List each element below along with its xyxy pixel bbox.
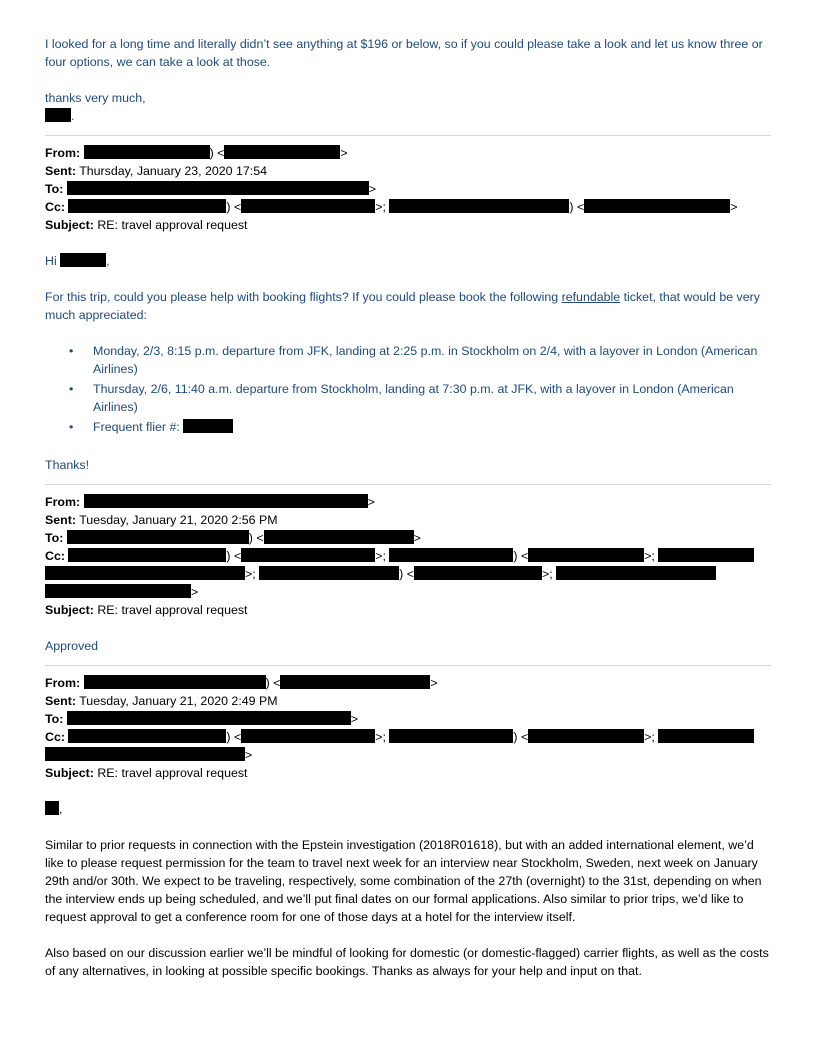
header-sent: Sent: Tuesday, January 21, 2020 2:56 PM [45, 513, 278, 527]
redaction-box [60, 253, 106, 267]
redaction-box [658, 548, 754, 562]
email-thread [45, 35, 771, 980]
message-2-greeting: Hi , [45, 254, 110, 268]
header-subject: Subject: RE: travel approval request [45, 603, 248, 617]
redaction-box [67, 711, 351, 725]
redaction-box [45, 747, 245, 761]
header-cc: Cc: ) < >; ) < >; [45, 728, 771, 746]
redaction-box [68, 548, 226, 562]
list-item: • Frequent flier #: [45, 418, 771, 436]
redaction-box [556, 566, 716, 580]
flight-list [45, 342, 771, 436]
redaction-box [264, 530, 414, 544]
message-2-intro: For this trip, could you please help with booking flights? If you could please book the following refundable ticket, that would be very much appreciated: [45, 290, 760, 322]
redaction-box [584, 199, 730, 213]
list-item: • Monday, 2/3, 8:15 p.m. departure from JFK, landing at 2:25 p.m. in Stockholm on 2/4, with a layover in London (American Airlines) [69, 344, 758, 376]
message-3-body: Approved [45, 639, 99, 653]
redaction-box [528, 548, 644, 562]
redaction-box [528, 729, 644, 743]
redaction-box [45, 584, 191, 598]
redaction-box [259, 566, 399, 580]
redaction-box [45, 566, 245, 580]
redaction-box [84, 494, 368, 508]
separator-rule [45, 484, 771, 485]
email-header-3 [45, 674, 771, 782]
redaction-box [224, 145, 340, 159]
header-to: To: > [45, 182, 377, 196]
redaction-box [84, 145, 210, 159]
header-from: From: ) < > [45, 676, 438, 690]
redaction-box [84, 675, 266, 689]
message-1-body: I looked for a long time and literally didn’t see anything at $196 or below, so if you could please take a look and let us know three or four options, we can take a look at those. [45, 37, 763, 69]
message-4-paragraph-2: Also based on our discussion earlier we’ll be mindful of looking for domestic (or domestic-flagged) carrier flights, as well as the costs of any alternatives, in looking at possible specific bookings. Thanks as always for your help and input on that. [45, 946, 769, 978]
header-to: To: ) < > [45, 531, 421, 545]
separator-rule [45, 135, 771, 136]
redaction-box [658, 729, 754, 743]
header-cc-cont: > [45, 583, 771, 601]
message-1-signoff: thanks very much, [45, 91, 146, 105]
list-item: • Thursday, 2/6, 11:40 a.m. departure from Stockholm, landing at 7:30 p.m. at JFK, with a layover in London (American Airlines) [69, 382, 734, 414]
separator-rule [45, 665, 771, 666]
header-sent: Sent: Thursday, January 23, 2020 17:54 [45, 164, 268, 178]
redaction-box [389, 729, 513, 743]
header-subject: Subject: RE: travel approval request [45, 766, 248, 780]
redaction-box [67, 530, 249, 544]
redaction-box [389, 199, 569, 213]
redaction-box [389, 548, 513, 562]
redaction-box [68, 729, 226, 743]
redaction-box [414, 566, 542, 580]
header-from: From: ) < > [45, 146, 348, 160]
redaction-box [241, 199, 375, 213]
header-cc: Cc: ) < >; ) < >; [45, 547, 771, 565]
redaction-box [67, 181, 369, 195]
redaction-box [45, 108, 71, 122]
redaction-box [45, 801, 59, 815]
redaction-box [280, 675, 430, 689]
header-cc-cont: >; ) < >; [45, 565, 771, 583]
redaction-box [241, 548, 375, 562]
header-subject: Subject: RE: travel approval request [45, 218, 248, 232]
message-4-greeting: , [45, 800, 771, 818]
message-2-thanks: Thanks! [45, 458, 90, 472]
redaction-box [241, 729, 375, 743]
message-1-signature: . [45, 107, 771, 125]
redaction-box [68, 199, 226, 213]
header-cc-cont: > [45, 746, 771, 764]
redaction-box [183, 419, 233, 433]
header-sent: Sent: Tuesday, January 21, 2020 2:49 PM [45, 694, 278, 708]
header-to: To: > [45, 712, 359, 726]
email-header-1 [45, 144, 771, 234]
message-4-paragraph-1: Similar to prior requests in connection with the Epstein investigation (2018R01618), but with an added international element, we’d like to please request permission for the team to travel next week for an interview near Stockholm, Sweden, next week on January 29th and/or 30th. We expect to be traveling, respectively, some combination of the 27th (overnight) to the 31st, depending on when the interview ends up being scheduled, and we’ll put final dates on our formal applications. Also similar to prior trips, we’d like to request approval to get a conference room for one of those days at a hotel for the interview itself. [45, 838, 762, 924]
header-from: From: > [45, 495, 375, 509]
email-header-2 [45, 493, 771, 619]
header-cc: Cc: ) < >; ) < > [45, 200, 738, 214]
